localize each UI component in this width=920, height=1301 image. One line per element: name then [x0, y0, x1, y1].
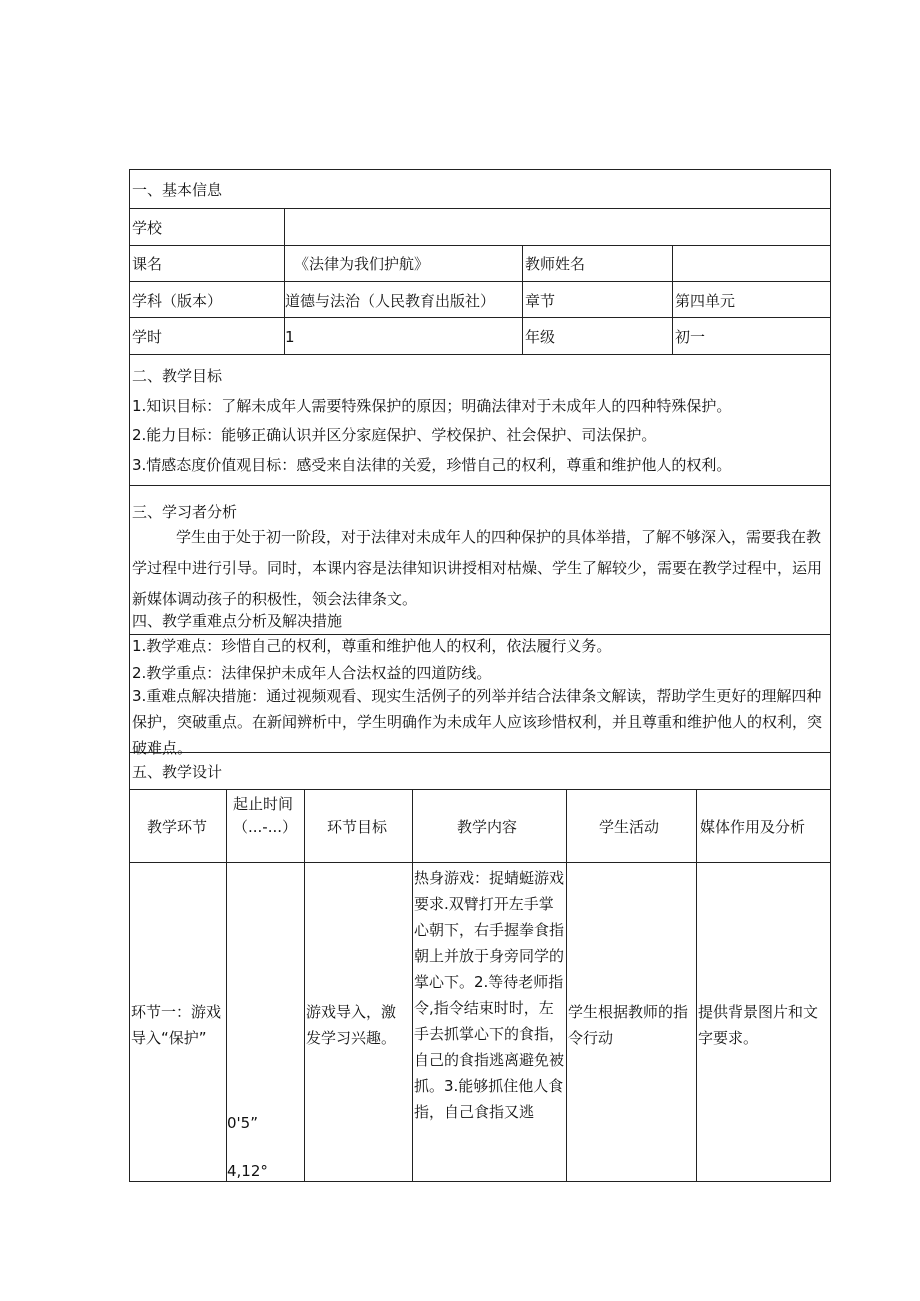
section-title-teaching-design: 五、教学设计: [132, 763, 223, 781]
header-time-range: （...-...）: [233, 818, 298, 836]
header-time: 起止时间: [233, 795, 294, 813]
divider: [129, 281, 831, 282]
time-start: 0'5”: [227, 1114, 258, 1132]
divider: [522, 245, 523, 354]
teacher-label: 教师姓名: [525, 255, 586, 273]
header-media: 媒体作用及分析: [700, 818, 806, 836]
divider: [566, 789, 567, 1182]
hours-label: 学时: [132, 328, 163, 346]
time-end: 4,12°: [227, 1162, 268, 1180]
divider: [129, 634, 831, 635]
divider: [672, 245, 673, 354]
grade-value: 初一: [675, 328, 706, 346]
section-title-objectives: 二、教学目标: [132, 367, 223, 385]
objective-item: 3.情感态度价值观目标：感受来自法律的关爱，珍惜自己的权利，尊重和维护他人的权利。: [132, 456, 732, 474]
hours-value: 1: [285, 328, 295, 346]
section-title-key-points: 四、教学重难点分析及解决措施: [132, 612, 343, 630]
section-title-basic-info: 一、基本信息: [132, 181, 223, 199]
divider: [129, 862, 831, 863]
divider: [129, 485, 831, 486]
divider: [304, 789, 305, 1182]
header-goal: 环节目标: [327, 818, 388, 836]
subject-label: 学科（版本）: [132, 292, 223, 310]
school-label: 学校: [132, 219, 163, 237]
content-cell: 热身游戏：捉蜻蜓游戏要求.双臂打开左手掌心朝下，右手握拳食指朝上并放于身旁同学的掌心下。2.等待老师指令,指令结束时时，左手去抓掌心下的食指，自己的食指逃离避免被抓。3.能够抓住他人食指，自己食指又逃: [414, 869, 565, 1121]
activity-cell: 学生根据教师的指令行动: [568, 1003, 689, 1047]
objective-item: 2.能力目标：能够正确认识并区分家庭保护、学校保护、社会保护、司法保护。: [132, 426, 657, 444]
course-label: 课名: [132, 255, 163, 273]
grade-label: 年级: [525, 328, 556, 346]
key-point-item: 1.教学难点：珍惜自己的权利，尊重和维护他人的权利，依法履行义务。: [132, 637, 612, 655]
chapter-value: 第四单元: [675, 292, 736, 310]
section-title-learner-analysis: 三、学习者分析: [132, 503, 238, 521]
stage-cell: 环节一：游戏导入“保护”: [131, 1003, 222, 1047]
key-point-item: 3.重难点解决措施：通过视频观看、现实生活例子的列举并结合法律条文解读，帮助学生更好的理解四种保护，突破重点。在新闻辨析中，学生明确作为未成年人应该珍惜权利，并且尊重和维护他人的权利，突破难点。: [132, 687, 823, 757]
subject-value: 道德与法治（人民教育出版社）: [285, 292, 496, 310]
divider: [129, 789, 831, 790]
divider: [129, 245, 831, 246]
divider: [129, 354, 831, 355]
media-cell: 提供背景图片和文字要求。: [698, 1003, 819, 1047]
goal-cell: 游戏导入，激发学习兴趣。: [306, 1003, 397, 1047]
divider: [129, 317, 831, 318]
header-activity: 学生活动: [599, 818, 660, 836]
divider: [412, 789, 413, 1182]
course-value: 《法律为我们护航》: [294, 255, 430, 273]
divider: [129, 208, 831, 209]
header-content: 教学内容: [457, 818, 518, 836]
objective-item: 1.知识目标：了解未成年人需要特殊保护的原因；明确法律对于未成年人的四种特殊保护。: [132, 397, 732, 415]
header-stage: 教学环节: [147, 818, 208, 836]
learner-analysis-text: 学生由于处于初一阶段，对于法律对未成年人的四种保护的具体举措，了解不够深入，需要我在教学过程中进行引导。同时，本课内容是法律知识讲授相对枯燥、学生了解较少，需要在教学过程中，运用新媒体调动孩子的积极性，领会法律条文。: [132, 528, 823, 608]
key-point-item: 2.教学重点：法律保护未成年人合法权益的四道防线。: [132, 664, 492, 682]
chapter-label: 章节: [525, 292, 556, 310]
divider: [696, 789, 697, 1182]
